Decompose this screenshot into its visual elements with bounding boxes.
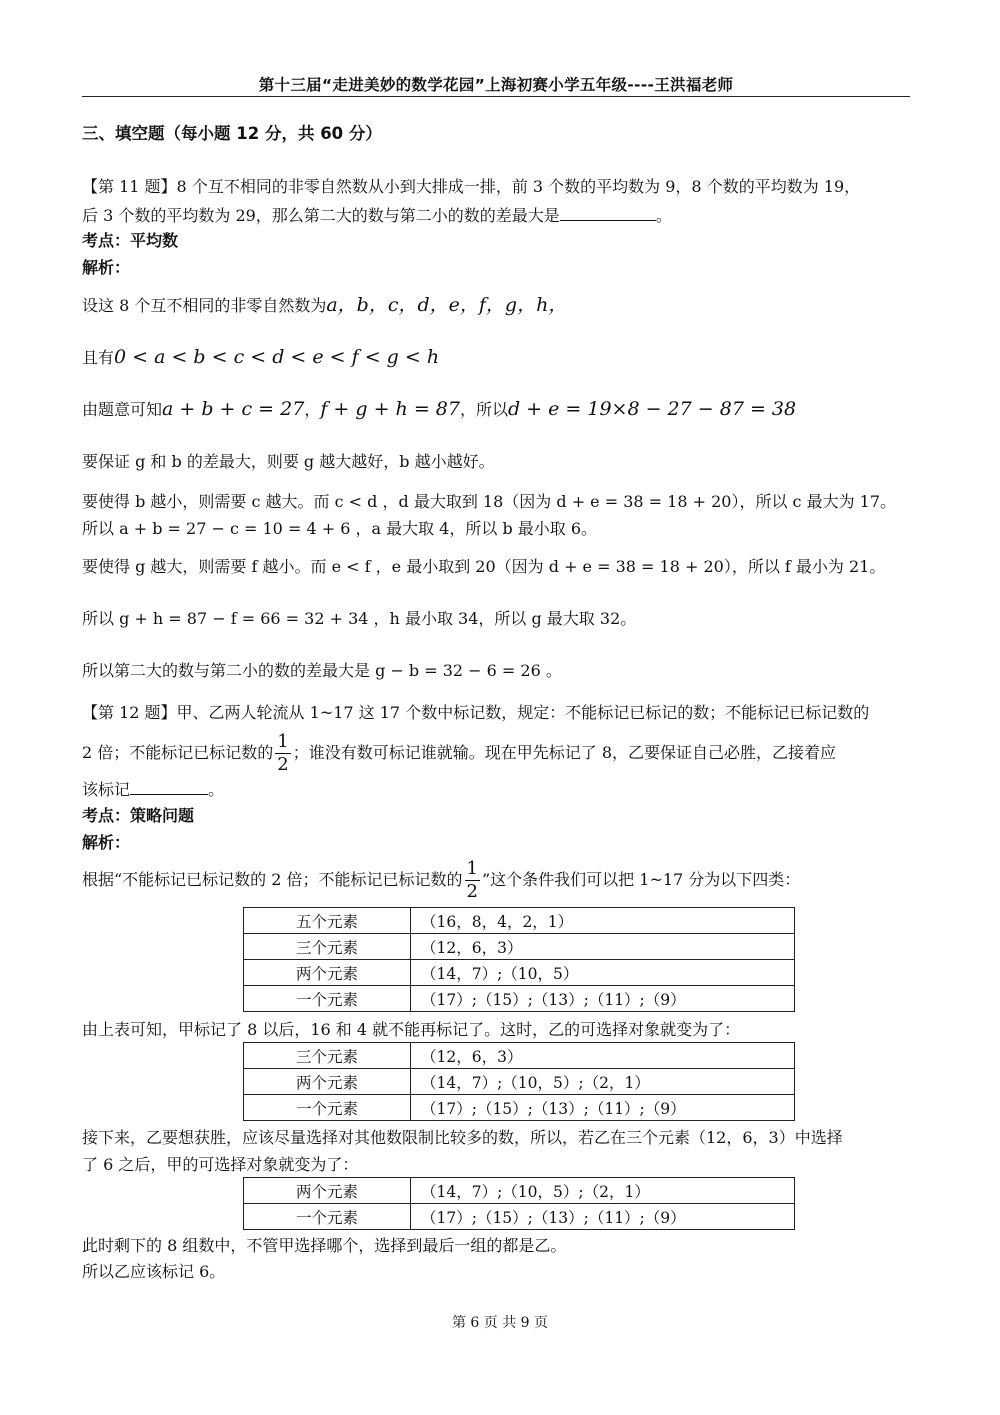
- table-row: [244, 1204, 795, 1230]
- q12-tag: 【第 12 题】: [82, 703, 177, 722]
- table-row: [244, 1043, 795, 1069]
- q11-step-3: [82, 399, 796, 420]
- q12-para-3: 接下来，乙要想获胜，应该尽量选择对其他数限制比较多的数，所以，若乙在三个元素（12，6，3）中选择: [82, 1128, 843, 1147]
- q11-text-2-end: 。: [655, 206, 672, 225]
- q12-line-2: [82, 731, 836, 773]
- q11-text-1: 8 个互不相同的非零自然数从小到大排成一排，前 3 个数的平均数为 9，8 个数的平均数为 19，: [176, 177, 861, 196]
- elements-cell: （14，7）;（10，5）;（2，1）: [411, 1069, 795, 1095]
- q11-step-3-m1: a + b + c = 27: [162, 398, 305, 420]
- section-title: 三、填空题（每小题 12 分，共 60 分）: [82, 124, 382, 143]
- category-cell: 一个元素: [244, 1095, 411, 1121]
- q11-line-1: [82, 177, 860, 197]
- category-cell: 一个元素: [244, 1204, 411, 1230]
- elements-cell: （17）;（15）;（13）;（11）;（9）: [411, 1204, 795, 1230]
- q11-step-1-text: 设这 8 个互不相同的非零自然数为: [82, 296, 327, 315]
- table-row: [244, 1178, 795, 1204]
- q11-tag: 【第 11 题】: [82, 177, 177, 196]
- fraction-denominator: 2: [466, 881, 478, 902]
- classification-table: [243, 907, 795, 1012]
- table-row: [244, 1095, 795, 1121]
- q11-step-3-b: ，: [304, 400, 321, 419]
- q12-para-2: 由上表可知，甲标记了 8 以后，16 和 4 就不能再标记了。这时，乙的可选择对象就变为了：: [82, 1020, 741, 1039]
- fraction-half: [275, 731, 290, 776]
- category-cell: 两个元素: [244, 1178, 411, 1204]
- table-row: [244, 986, 795, 1012]
- q12-para-4: 了 6 之后，甲的可选择对象就变为了：: [82, 1155, 359, 1174]
- q12-jiexi-label: 解析：: [82, 833, 131, 852]
- q12-para-5: 此时剩下的 8 组数中，不管甲选择哪个，选择到最后一组的都是乙。: [82, 1236, 567, 1255]
- q11-step-1: [82, 295, 567, 316]
- fraction-numerator: 1: [277, 731, 289, 752]
- q12-para-1a: 根据“不能标记已标记数的 2 倍；不能标记已标记数的: [82, 870, 463, 889]
- q12-line-1: [82, 703, 869, 723]
- elements-cell: （17）;（15）;（13）;（11）;（9）: [411, 1095, 795, 1121]
- q11-step-3-c: ，所以: [459, 400, 508, 419]
- page-number: 第 6 页 共 9 页: [451, 1315, 549, 1331]
- category-cell: 五个元素: [244, 908, 411, 934]
- q12-kaodian: 考点：策略问题: [82, 806, 195, 825]
- q11-line-2: [82, 204, 672, 226]
- q12-para-6: 所以乙应该标记 6。: [82, 1262, 226, 1281]
- q11-jiexi-label: 解析：: [82, 258, 131, 277]
- q12-text-3: 该标记: [82, 780, 131, 799]
- q12-text-2b: ；谁没有数可标记谁就输。现在甲先标记了 8，乙要保证自己必胜，乙接着应: [292, 743, 837, 762]
- after-choice-table: [243, 1177, 795, 1230]
- elements-cell: （16，8，4，2，1）: [411, 908, 795, 934]
- q11-step-2-math: 0 < a < b < c < d < e < f < g < h: [114, 346, 440, 368]
- fraction-denominator: 2: [277, 754, 289, 775]
- elements-cell: （14，7）;（10，5）;（2，1）: [411, 1178, 795, 1204]
- page-header: 第十三届“走进美妙的数学花园”上海初赛小学五年级----王洪福老师: [258, 76, 734, 94]
- q11-step-2-text: 且有: [82, 348, 115, 367]
- elements-cell: （12，6，3）: [411, 1043, 795, 1069]
- q11-step-8: 所以 g + h = 87 − f = 66 = 32 + 34 ，h 最小取 34，所以 g 最大取 32。: [82, 609, 637, 628]
- table-row: [244, 934, 795, 960]
- q12-para-1: [82, 858, 800, 902]
- q12-para-1b: ”这个条件我们可以把 1~17 分为以下四类：: [482, 870, 801, 889]
- q11-step-9: 所以第二大的数与第二小的数的差最大是 g − b = 32 − 6 = 26 。: [82, 661, 562, 680]
- elements-cell: （12，6，3）: [411, 934, 795, 960]
- q11-step-7: 要使得 g 越大，则需要 f 越小。而 e < f ，e 最小取到 20（因为 d + e = 38 = 18 + 20），所以 f 最小为 21。: [82, 557, 886, 576]
- answer-blank: [130, 778, 208, 795]
- q11-step-3-a: 由题意可知: [82, 400, 163, 419]
- remaining-options-table: [243, 1042, 795, 1121]
- category-cell: 两个元素: [244, 1069, 411, 1095]
- table-row: [244, 960, 795, 986]
- q11-step-3-m2: f + g + h = 87: [320, 398, 460, 420]
- category-cell: 一个元素: [244, 986, 411, 1012]
- fraction-numerator: 1: [466, 858, 478, 879]
- q12-text-3-end: 。: [208, 780, 225, 799]
- q11-text-2: 后 3 个数的平均数为 29，那么第二大的数与第二小的数的差最大是: [82, 206, 560, 225]
- q11-kaodian: 考点：平均数: [82, 231, 179, 250]
- table-row: [244, 1069, 795, 1095]
- q12-text-2a: 2 倍；不能标记已标记数的: [82, 743, 274, 762]
- q11-step-6: 所以 a + b = 27 − c = 10 = 4 + 6 ，a 最大取 4，所以 b 最小取 6。: [82, 519, 598, 538]
- table-row: [244, 908, 795, 934]
- answer-blank: [560, 204, 656, 221]
- q11-step-3-m3: d + e = 19×8 − 27 − 87 = 38: [507, 398, 797, 420]
- q11-step-2: [82, 347, 439, 368]
- q11-step-5: 要使得 b 越小，则需要 c 越大。而 c < d ，d 最大取到 18（因为 d + e = 38 = 18 + 20），所以 c 最大为 17。: [82, 492, 897, 511]
- q11-step-1-math: a，b，c，d，e，f，g，h，: [326, 294, 568, 316]
- category-cell: 三个元素: [244, 1043, 411, 1069]
- q12-line-3: [82, 778, 224, 800]
- elements-cell: （17）;（15）;（13）;（11）;（9）: [411, 986, 795, 1012]
- elements-cell: （14，7）;（10，5）: [411, 960, 795, 986]
- q11-step-4: 要保证 g 和 b 的差最大，则要 g 越大越好，b 越小越好。: [82, 452, 495, 471]
- category-cell: 三个元素: [244, 934, 411, 960]
- fraction-half: [465, 858, 480, 903]
- q12-text-1: 甲、乙两人轮流从 1~17 这 17 个数中标记数，规定：不能标记已标记的数；不能标记已标记数的: [176, 703, 870, 722]
- category-cell: 两个元素: [244, 960, 411, 986]
- header-rule: [82, 96, 910, 97]
